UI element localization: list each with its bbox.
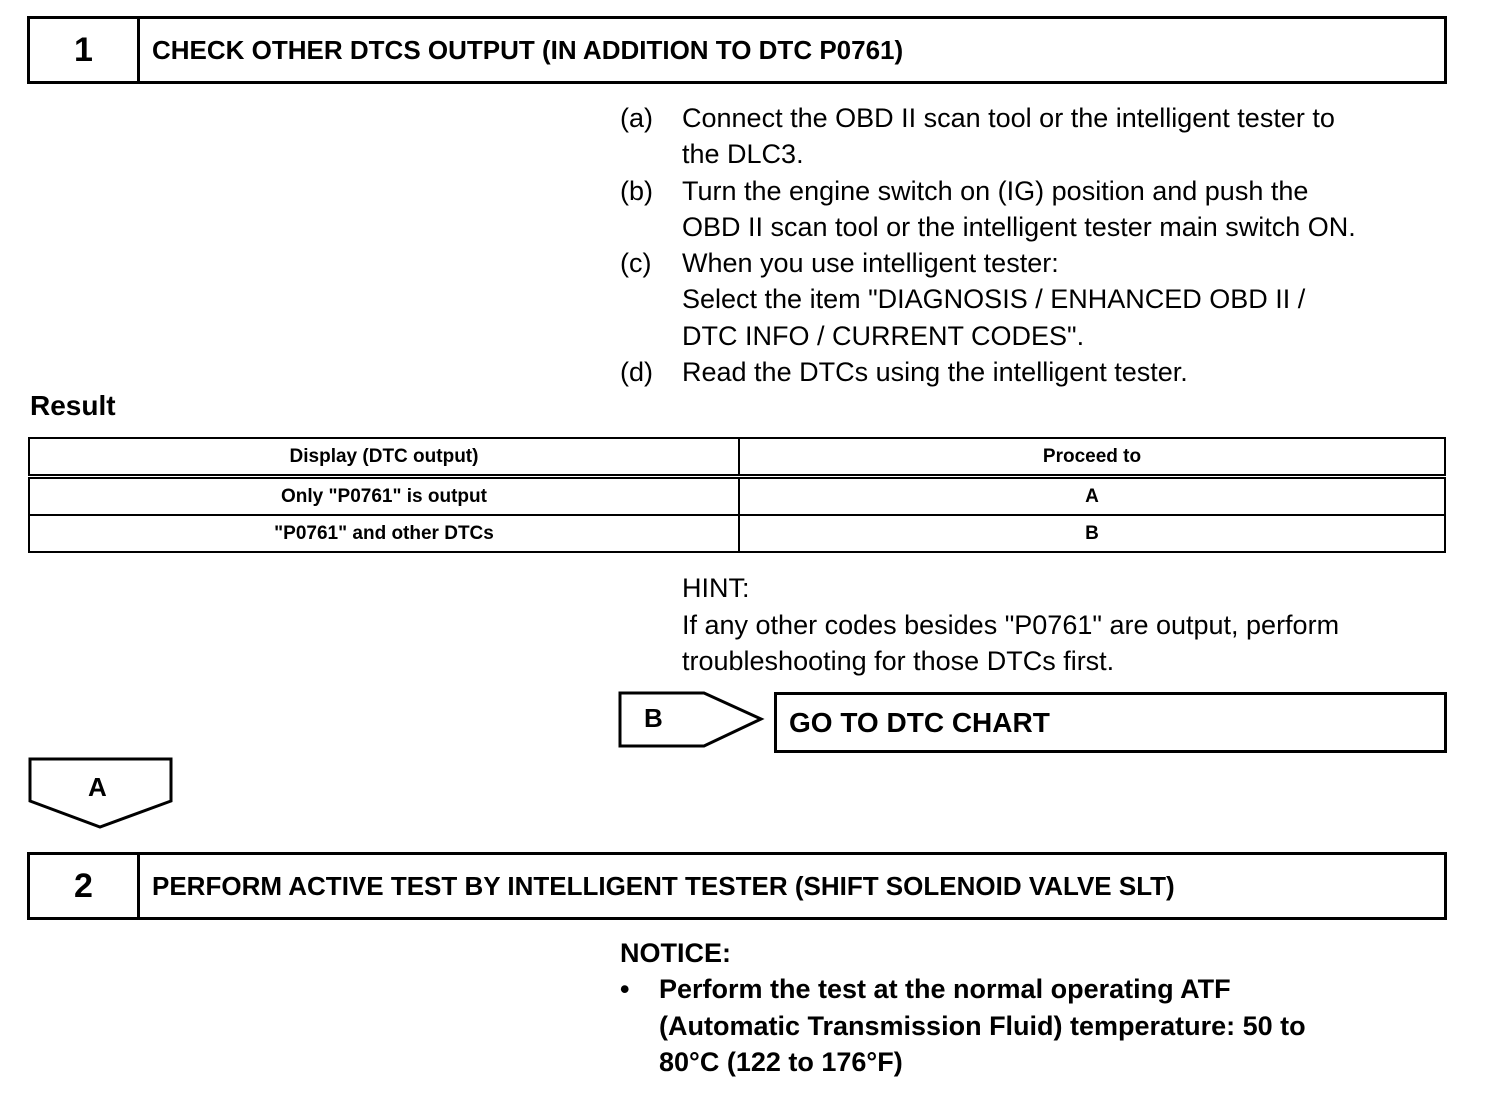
table-cell: B bbox=[739, 515, 1445, 552]
instruction-c bbox=[620, 245, 1470, 354]
instruction-line: OBD II scan tool or the intelligent tester main switch ON. bbox=[682, 211, 1356, 242]
branch-b-label: B bbox=[644, 703, 663, 733]
notice-line: Perform the test at the normal operating ATF bbox=[659, 974, 1231, 1005]
table-row bbox=[29, 515, 1445, 552]
instruction-line: Turn the engine switch on (IG) position and push the bbox=[682, 175, 1309, 206]
hint-block bbox=[682, 570, 1462, 680]
instruction-line: DTC INFO / CURRENT CODES". bbox=[682, 320, 1085, 351]
bullet-icon: • bbox=[620, 974, 630, 1005]
notice-title: NOTICE: bbox=[620, 938, 731, 968]
instruction-b bbox=[620, 173, 1470, 246]
instruction-label: (b) bbox=[620, 175, 653, 206]
table-cell: Only "P0761" is output bbox=[29, 477, 739, 516]
go-to-dtc-chart-text: GO TO DTC CHART bbox=[789, 706, 1050, 738]
result-table-header bbox=[29, 438, 1445, 477]
notice-line: (Automatic Transmission Fluid) temperature: 50 to bbox=[659, 1010, 1306, 1041]
instruction-label: (d) bbox=[620, 357, 653, 388]
instruction-label: (a) bbox=[620, 103, 653, 133]
instruction-d bbox=[620, 354, 1470, 390]
branch-b-arrow-shape bbox=[618, 691, 768, 749]
instruction-line: Connect the OBD II scan tool or the intelligent tester to bbox=[682, 103, 1335, 133]
instruction-line: When you use intelligent tester: bbox=[682, 248, 1059, 279]
notice-block bbox=[620, 935, 1480, 1080]
instruction-line: the DLC3. bbox=[682, 139, 804, 170]
step-2-header bbox=[27, 852, 1447, 920]
notice-line: 80°C (122 to 176°F) bbox=[659, 1046, 903, 1077]
step-2-title: PERFORM ACTIVE TEST BY INTELLIGENT TESTER (SHIFT SOLENOID VALVE SLT) bbox=[152, 870, 1175, 901]
step-1-header bbox=[27, 16, 1447, 84]
instruction-a bbox=[620, 100, 1470, 173]
step-1-title: CHECK OTHER DTCS OUTPUT (IN ADDITION TO DTC P0761) bbox=[152, 34, 904, 65]
result-label: Result bbox=[30, 390, 116, 421]
header-proceed-to: Proceed to bbox=[739, 438, 1445, 477]
table-cell: A bbox=[739, 477, 1445, 516]
instruction-line: Read the DTCs using the intelligent tester. bbox=[682, 357, 1188, 388]
hint-line: If any other codes besides "P0761" are output, perform bbox=[682, 609, 1340, 640]
result-table bbox=[28, 437, 1446, 553]
step-2-number: 2 bbox=[30, 855, 140, 917]
table-row bbox=[29, 477, 1445, 516]
instruction-line: Select the item "DIAGNOSIS / ENHANCED OBD II / bbox=[682, 284, 1306, 315]
step-1-number: 1 bbox=[30, 19, 140, 81]
header-display: Display (DTC output) bbox=[29, 438, 739, 477]
instruction-label: (c) bbox=[620, 248, 652, 279]
go-to-dtc-chart-box[interactable] bbox=[774, 692, 1447, 753]
hint-line: troubleshooting for those DTCs first. bbox=[682, 646, 1115, 676]
table-cell: "P0761" and other DTCs bbox=[29, 515, 739, 552]
notice-item bbox=[620, 971, 1480, 1080]
branch-a-label: A bbox=[88, 772, 107, 802]
step-1-instructions bbox=[620, 100, 1470, 390]
hint-title: HINT: bbox=[682, 573, 750, 603]
